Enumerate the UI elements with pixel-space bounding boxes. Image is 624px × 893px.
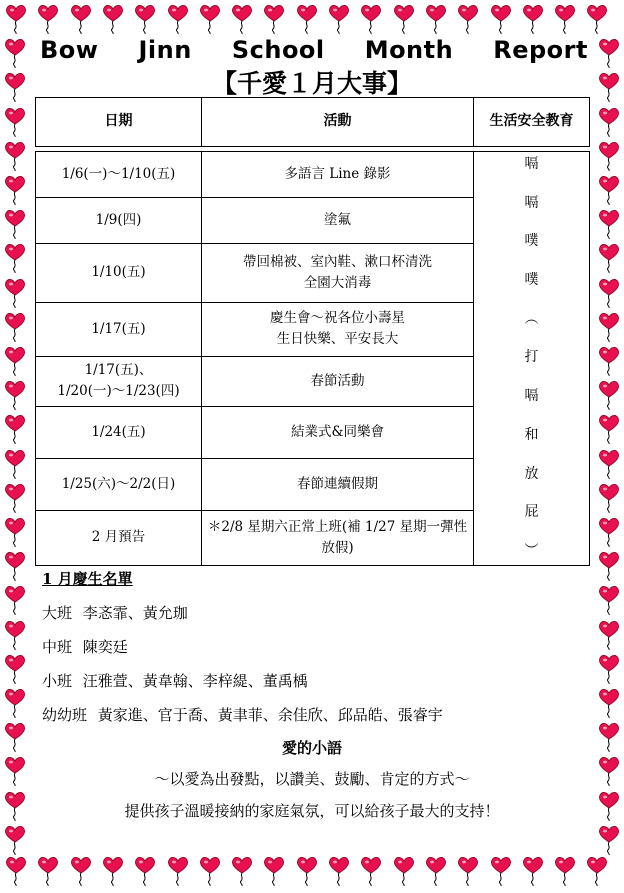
header-activity: 活動 (202, 98, 474, 147)
heart-icon (393, 4, 415, 34)
heart-icon (598, 243, 620, 273)
safety-char: 屁 (524, 504, 539, 521)
class-names: 陳奕廷 (82, 638, 128, 656)
heart-icon (102, 856, 124, 886)
heart-icon (231, 4, 253, 34)
safety-char: ︶ (524, 542, 539, 559)
heart-icon (102, 4, 124, 34)
heart-icon (598, 449, 620, 479)
heart-icon (199, 4, 221, 34)
heart-icon (598, 551, 620, 581)
heart-icon (393, 856, 415, 886)
row-activity: ＊2/8 星期六正常上班(補 1/27 星期一彈性放假) (202, 511, 474, 565)
birthday-list-title: 1 月慶生名單 (42, 570, 133, 588)
safety-vertical-text (478, 154, 585, 563)
love-words-line: 提供孩子溫暖接納的家庭氣氛，可以給孩子最大的支持！ (124, 802, 500, 820)
heart-icon (231, 856, 253, 886)
row-date: 1/17(五)、 1/20(一)～1/23(四) (36, 356, 202, 406)
love-words-line: ～以愛為出發點，以讚美、鼓勵、肯定的方式～ (154, 770, 470, 788)
heart-icon (4, 141, 26, 171)
heart-icon (598, 107, 620, 137)
safety-char: 嗝 (524, 194, 539, 211)
class-label: 大班 (42, 604, 73, 622)
heart-icon (598, 585, 620, 615)
heart-icon (598, 380, 620, 410)
heart-icon (598, 620, 620, 650)
heart-icon (4, 654, 26, 684)
heart-icon (199, 856, 221, 886)
row-date: 2 月預告 (36, 511, 202, 565)
title-word: School (231, 36, 325, 64)
header-safety: 生活安全教育 (474, 98, 590, 147)
heart-icon (586, 4, 608, 34)
birthday-class-row (42, 602, 188, 623)
safety-char: 噗 (524, 272, 539, 289)
heart-icon (4, 551, 26, 581)
row-activity: 慶生會～祝各位小壽星 生日快樂、平安長大 (202, 302, 474, 356)
row-date: 1/6(一)～1/10(五) (36, 152, 202, 198)
safety-char: 噗 (524, 233, 539, 250)
heart-icon (4, 107, 26, 137)
heart-icon (4, 517, 26, 547)
heart-icon (598, 346, 620, 376)
header-date: 日期 (36, 98, 202, 147)
heart-icon (296, 856, 318, 886)
heart-icon (490, 856, 512, 886)
row-date: 1/25(六)～2/2(日) (36, 459, 202, 511)
class-names: 黃家進、官于喬、黃聿菲、余佳欣、邱品皓、張睿宇 (97, 706, 443, 724)
heart-icon (4, 346, 26, 376)
table-row (36, 152, 590, 198)
heart-icon (37, 856, 59, 886)
heart-icon (598, 209, 620, 239)
safety-char: 嗝 (524, 388, 539, 405)
table-header-row (36, 98, 590, 147)
row-date: 1/9(四) (36, 198, 202, 244)
birthday-class-row (42, 670, 308, 691)
safety-char: ︵ (524, 310, 539, 327)
heart-icon (5, 856, 27, 886)
report-title (40, 36, 588, 64)
heart-icon (4, 620, 26, 650)
heart-icon (37, 4, 59, 34)
row-date: 1/17(五) (36, 302, 202, 356)
safety-education-cell (474, 152, 590, 566)
heart-icon (4, 175, 26, 205)
heart-icon (4, 414, 26, 444)
heart-icon (598, 517, 620, 547)
heart-icon (4, 209, 26, 239)
heart-icon (598, 825, 620, 855)
heart-icon (598, 654, 620, 684)
class-names: 李忞霏、黃允珈 (82, 604, 188, 622)
birthday-class-row (42, 704, 443, 725)
class-label: 中班 (42, 638, 73, 656)
heart-icon (4, 449, 26, 479)
title-word: Report (493, 36, 588, 64)
heart-icon (490, 4, 512, 34)
heart-icon (328, 4, 350, 34)
heart-icon (4, 585, 26, 615)
heart-icon (457, 856, 479, 886)
heart-icon (425, 4, 447, 34)
heart-icon (70, 856, 92, 886)
row-date: 1/10(五) (36, 244, 202, 302)
heart-icon (586, 856, 608, 886)
safety-char: 嗝 (524, 156, 539, 172)
heart-icon (598, 414, 620, 444)
class-label: 幼幼班 (42, 706, 88, 724)
heart-icon (4, 243, 26, 273)
month-subtitle: 【千愛１月大事】 (211, 69, 412, 98)
row-activity: 多語言 Line 錄影 (202, 152, 474, 198)
heart-icon (554, 4, 576, 34)
heart-icon (598, 688, 620, 718)
birthday-class-row (42, 636, 128, 657)
heart-icon (263, 856, 285, 886)
heart-icon (134, 856, 156, 886)
row-activity: 帶回棉被、室內鞋、漱口杯清洗 全園大消毒 (202, 244, 474, 302)
title-word: Month (364, 36, 454, 64)
heart-icon (4, 380, 26, 410)
heart-icon (296, 4, 318, 34)
heart-icon (598, 312, 620, 342)
heart-icon (457, 4, 479, 34)
title-word: Bow (40, 36, 99, 64)
heart-icon (360, 4, 382, 34)
row-activity: 春節連續假期 (202, 459, 474, 511)
heart-icon (4, 312, 26, 342)
heart-icon (598, 483, 620, 513)
heart-icon (4, 278, 26, 308)
events-table (35, 97, 590, 566)
heart-icon (554, 856, 576, 886)
heart-icon (425, 856, 447, 886)
heart-icon (522, 4, 544, 34)
heart-icon (4, 825, 26, 855)
heart-icon (70, 4, 92, 34)
class-label: 小班 (42, 672, 73, 690)
class-names: 汪雅萱、黃韋翰、李梓緹、董禹楀 (82, 672, 308, 690)
heart-icon (360, 856, 382, 886)
row-activity: 塗氟 (202, 198, 474, 244)
heart-icon (522, 856, 544, 886)
heart-icon (598, 141, 620, 171)
heart-icon (4, 483, 26, 513)
row-activity: 結業式&同樂會 (202, 406, 474, 458)
heart-icon (167, 856, 189, 886)
heart-icon (328, 856, 350, 886)
safety-char: 打 (524, 349, 539, 366)
row-activity: 春節活動 (202, 356, 474, 406)
title-word: Jinn (138, 36, 192, 64)
heart-icon (4, 688, 26, 718)
row-date: 1/24(五) (36, 406, 202, 458)
safety-char: 放 (524, 465, 539, 482)
heart-icon (598, 278, 620, 308)
heart-icon (5, 4, 27, 34)
love-words-title: 愛的小語 (281, 739, 342, 757)
safety-char: 和 (524, 426, 539, 443)
heart-icon (134, 4, 156, 34)
heart-icon (263, 4, 285, 34)
heart-icon (598, 175, 620, 205)
heart-icon (167, 4, 189, 34)
